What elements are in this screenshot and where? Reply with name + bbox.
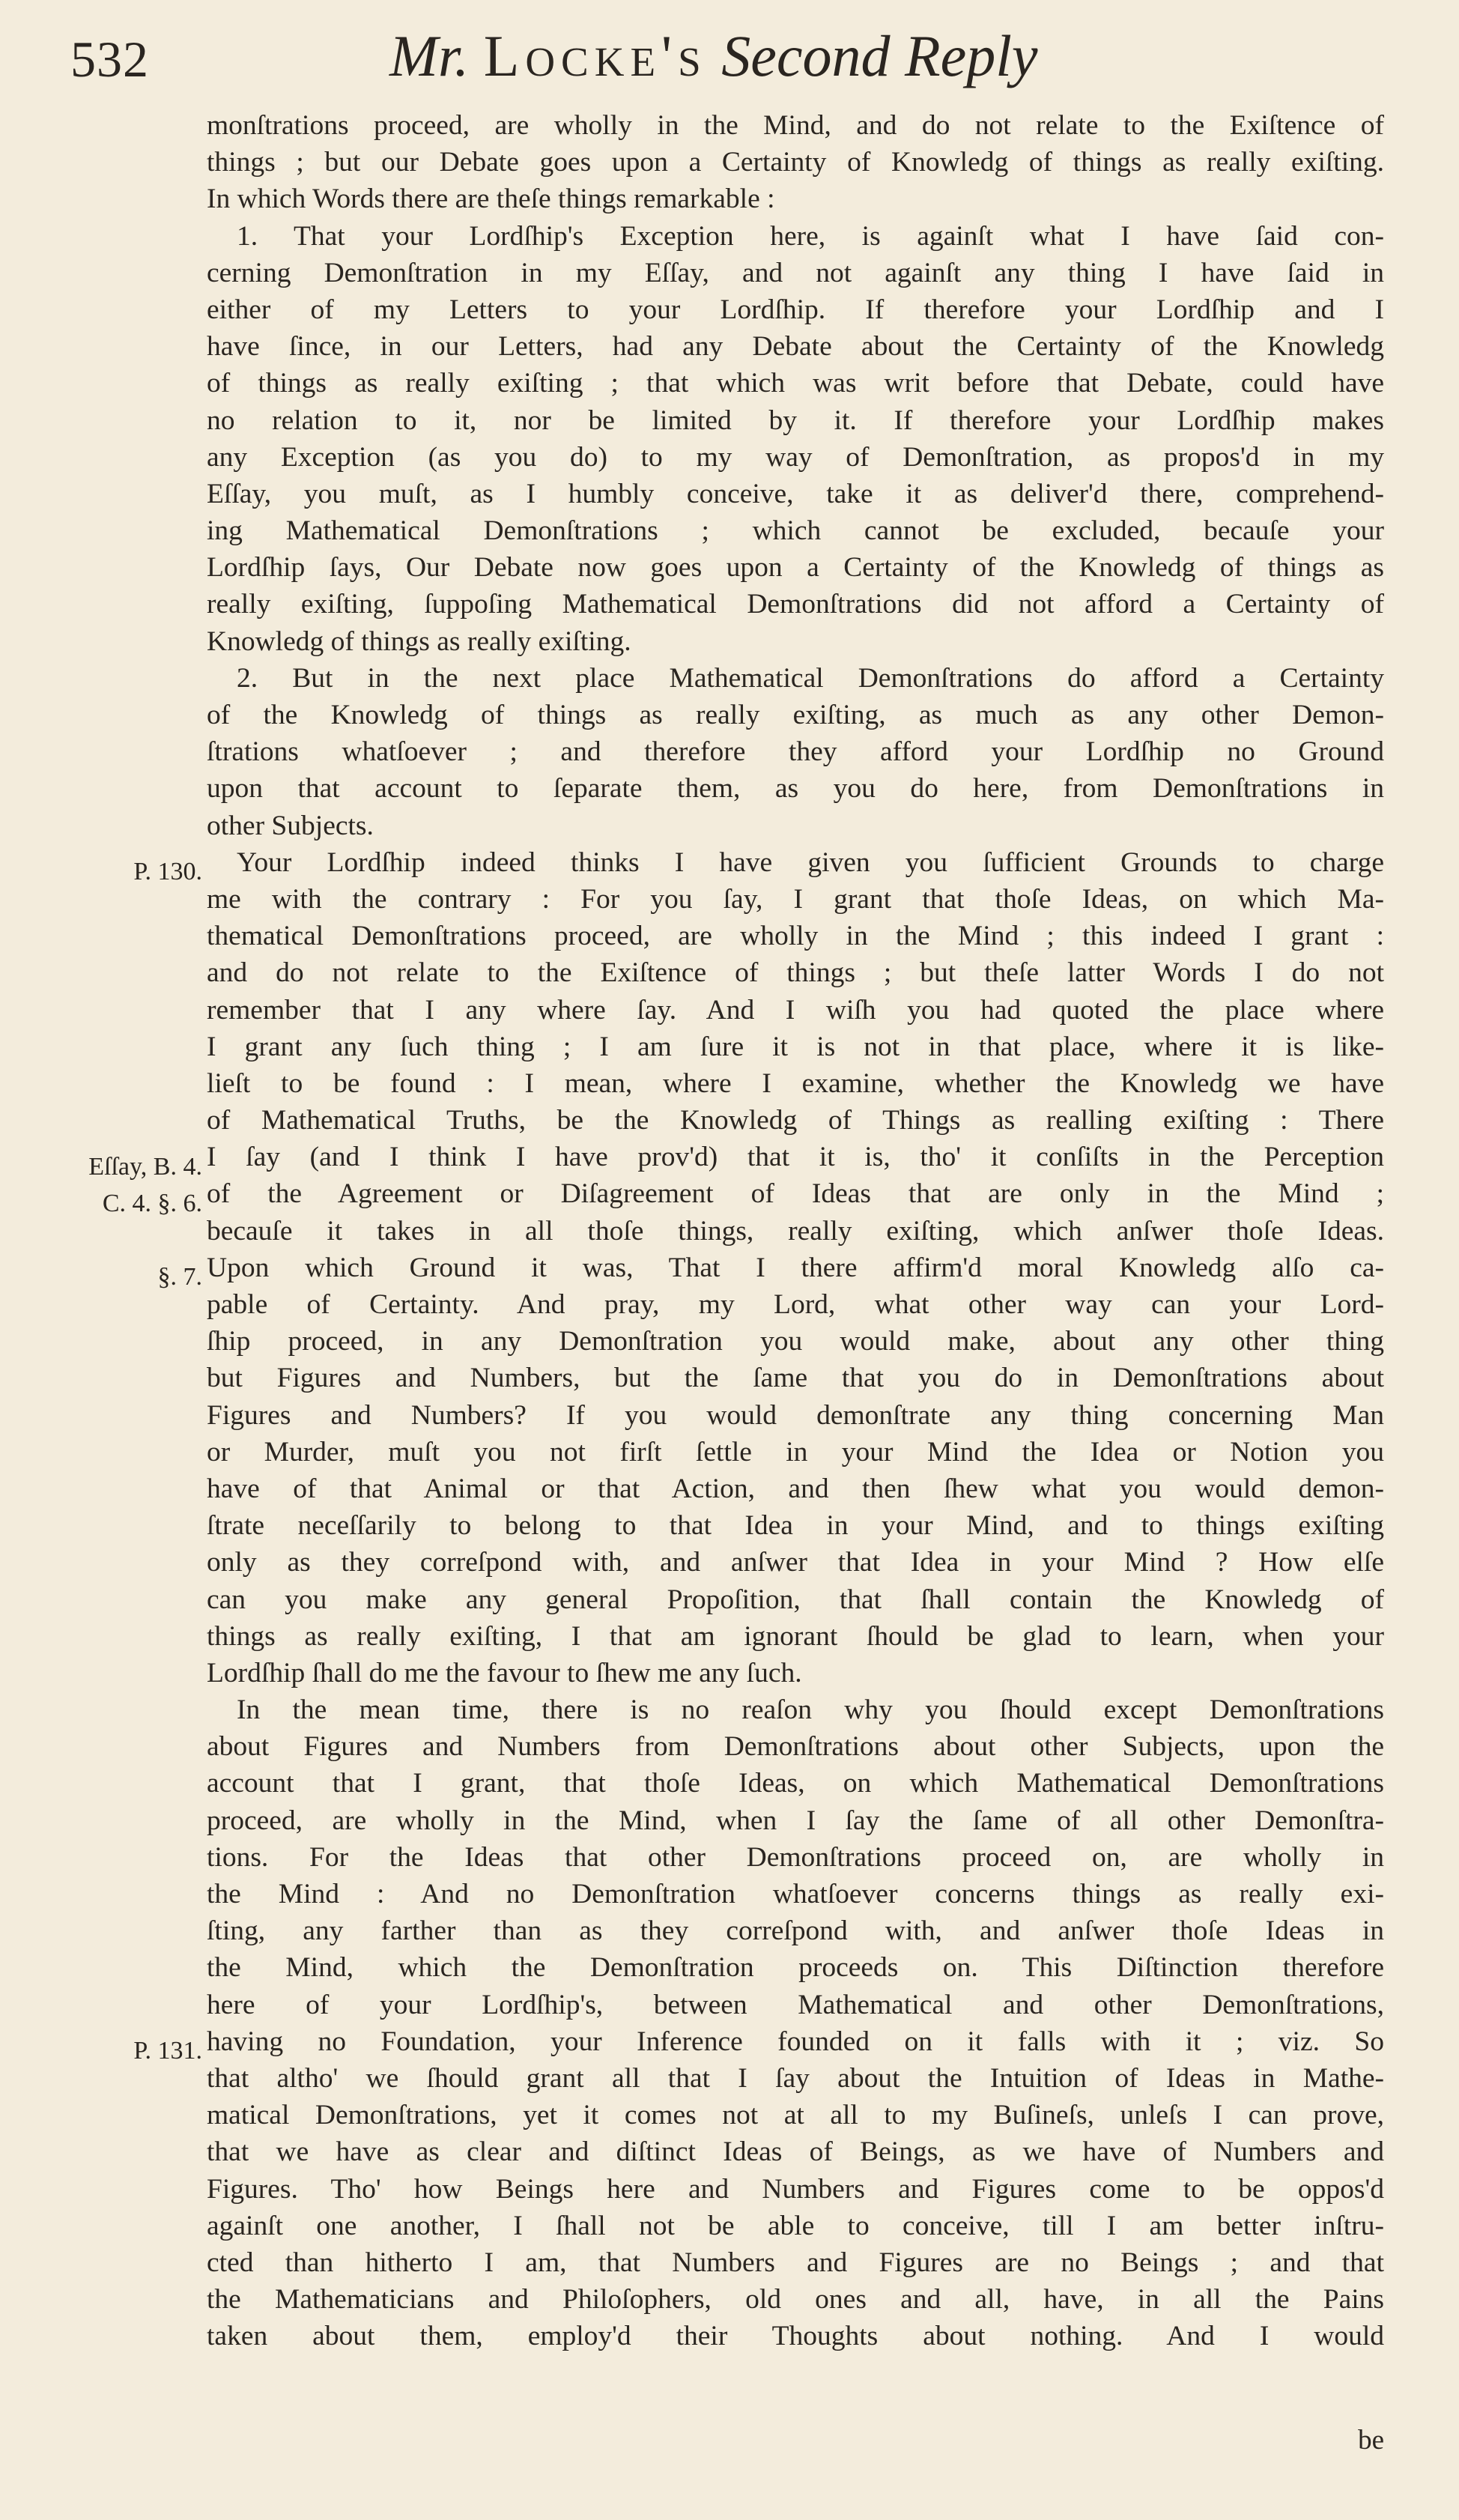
- text-line: ing Mathematical Demonſtrations ; which cannot be excluded, becauſe your: [207, 515, 1384, 547]
- text-line: Figures. Tho' how Beings here and Numbers and Figures come to be oppos'd: [207, 2173, 1384, 2205]
- text-line: 2. But in the next place Mathematical Demonſtrations do afford a Certainty: [237, 662, 1384, 694]
- running-head-suffix: Second Reply: [721, 23, 1038, 88]
- text-line: 1. That your Lordſhip's Exception here, is againſt what I have ſaid con-: [237, 220, 1384, 252]
- page-number: 532: [70, 31, 149, 88]
- text-line: the Mind : And no Demonſtration whatſoever concerns things as really exi-: [207, 1879, 1384, 1909]
- text-line: Figures and Numbers? If you would demonſtrate any thing concerning Man: [207, 1399, 1384, 1431]
- text-line: Lordſhip ſhall do me the favour to ſhew me any ſuch.: [207, 1657, 802, 1688]
- text-line: but Figures and Numbers, but the ſame that you do in Demonſtrations about: [207, 1363, 1384, 1394]
- text-line: of things as really exiſting ; that which was writ before that Debate, could have: [207, 368, 1384, 399]
- text-line: I grant any ſuch thing ; I am ſure it is not in that place, where it is like-: [207, 1031, 1384, 1062]
- text-line: Your Lordſhip indeed thinks I have given you ſufficient Grounds to charge: [237, 846, 1384, 878]
- text-line: having no Foundation, your Inference founded on it falls with it ; viz. So: [207, 2026, 1384, 2057]
- text-line: and do not relate to the Exiſtence of things ; but theſe latter Words I do not: [207, 957, 1384, 989]
- margin-note-p131: P. 131.: [133, 2037, 202, 2065]
- text-line: of Mathematical Truths, be the Knowledg of Things as realling exiſting : There: [207, 1105, 1384, 1136]
- text-line: proceed, are wholly in the Mind, when I ſay the ſame of all other Demonſtra-: [207, 1805, 1384, 1836]
- text-line: Lordſhip ſays, Our Debate now goes upon a Certainty of the Knowledg of things as: [207, 552, 1384, 584]
- text-line: In which Words there are theſe things remarkable :: [207, 184, 775, 215]
- text-line: lieſt to be found : I mean, where I examine, whether the Knowledg we have: [207, 1067, 1384, 1099]
- running-head-name: Locke's: [483, 23, 707, 88]
- text-line: ſtrations whatſoever ; and therefore they afford your Lordſhip no Ground: [207, 736, 1384, 768]
- text-line: that altho' we ſhould grant all that I ſay about the Intuition of Ideas in Mathe-: [207, 2062, 1384, 2094]
- text-line: I ſay (and I think I have prov'd) that it is, tho' it conſiſts in the Perception: [207, 1142, 1384, 1173]
- margin-note-p130: P. 130.: [133, 858, 202, 885]
- text-line: remember that I any where ſay. And I wiſh you had quoted the place where: [207, 994, 1384, 1026]
- text-line: no relation to it, nor be limited by it. If therefore your Lordſhip makes: [207, 405, 1384, 436]
- text-line: cted than hitherto I am, that Numbers and Figures are no Beings ; and that: [207, 2247, 1384, 2278]
- text-line: matical Demonſtrations, yet it comes not at all to my Buſineſs, unleſs I can prove,: [207, 2100, 1384, 2131]
- margin-note-s7: §. 7.: [157, 1263, 202, 1291]
- text-line: ſting, any farther than as they correſpond with, and anſwer thoſe Ideas in: [207, 1915, 1384, 1947]
- text-line: have ſince, in our Letters, had any Debate about the Certainty of the Knowledg: [207, 331, 1384, 363]
- margin-note-c4-s6: C. 4. §. 6.: [102, 1190, 202, 1217]
- body-text: [207, 107, 1384, 2354]
- text-line: the Mathematicians and Philoſophers, old ones and all, have, in all the Pains: [207, 2284, 1384, 2315]
- text-line: of the Knowledg of things as really exiſting, as much as any other Demon-: [207, 700, 1384, 730]
- text-line: upon that account to ſeparate them, as you do here, from Demonſtrations in: [207, 773, 1384, 805]
- text-line: about Figures and Numbers from Demonſtrations about other Subjects, upon the: [207, 1731, 1384, 1763]
- text-line: have of that Animal or that Action, and then ſhew what you would demon-: [207, 1473, 1384, 1504]
- text-line: monſtrations proceed, are wholly in the Mind, and do not relate to the Exiſtence of: [207, 110, 1384, 141]
- text-line: becauſe it takes in all thoſe things, really exiſting, which anſwer thoſe Ideas.: [207, 1215, 1384, 1247]
- text-line: or Murder, muſt you not firſt ſettle in your Mind the Idea or Notion you: [207, 1436, 1384, 1468]
- text-line: thematical Demonſtrations proceed, are wholly in the Mind ; this indeed I grant :: [207, 921, 1384, 952]
- text-line: any Exception (as you do) to my way of Demonſtration, as propos'd in my: [207, 441, 1384, 473]
- text-line: of the Agreement or Diſagreement of Ideas that are only in the Mind ;: [207, 1178, 1384, 1210]
- running-head: [389, 22, 1138, 90]
- text-line: pable of Certainty. And pray, my Lord, what other way can your Lord-: [207, 1289, 1384, 1320]
- text-line: In the mean time, there is no reaſon why you ſhould except Demonſtrations: [237, 1694, 1384, 1726]
- text-line: Upon which Ground it was, That I there affirm'd moral Knowledg alſo ca-: [207, 1252, 1384, 1283]
- text-line: really exiſting, ſuppoſing Mathematical Demonſtrations did not afford a Certainty of: [207, 589, 1384, 620]
- text-line: only as they correſpond with, and anſwer that Idea in your Mind ? How elſe: [207, 1547, 1384, 1578]
- text-line: account that I grant, that thoſe Ideas, on which Mathematical Demonſtrations: [207, 1768, 1384, 1799]
- text-line: taken about them, employ'd their Thoughts about nothing. And I would: [207, 2321, 1384, 2352]
- text-line: can you make any general Propoſition, that ſhall contain the Knowledg of: [207, 1584, 1384, 1615]
- text-line: here of your Lordſhip's, between Mathematical and other Demonſtrations,: [207, 1989, 1384, 2020]
- text-line: either of my Letters to your Lordſhip. If therefore your Lordſhip and I: [207, 294, 1384, 325]
- text-line: Eſſay, you muſt, as I humbly conceive, take it as deliver'd there, comprehend-: [207, 478, 1384, 509]
- running-head-prefix: Mr.: [389, 23, 470, 88]
- text-line: other Subjects.: [207, 810, 374, 841]
- text-line: Knowledg of things as really exiſting.: [207, 626, 631, 657]
- text-line: ſhip proceed, in any Demonſtration you would make, about any other thing: [207, 1326, 1384, 1357]
- text-line: things ; but our Debate goes upon a Certainty of Knowledg of things as really exiſting.: [207, 147, 1384, 178]
- text-line: ſtrate neceſſarily to belong to that Idea in your Mind, and to things exiſting: [207, 1510, 1384, 1542]
- text-line: the Mind, which the Demonſtration proceeds on. This Diſtinction therefore: [207, 1952, 1384, 1984]
- text-line: things as really exiſting, I that am ignorant ſhould be glad to learn, when your: [207, 1620, 1384, 1652]
- catchword: be: [1358, 2425, 1384, 2456]
- text-line: me with the contrary : For you ſay, I grant that thoſe Ideas, on which Ma-: [207, 883, 1384, 915]
- text-line: againſt one another, I ſhall not be able to conceive, till I am better inſtru-: [207, 2210, 1384, 2241]
- text-line: that we have as clear and diſtinct Ideas of Beings, as we have of Numbers and: [207, 2136, 1384, 2168]
- margin-note-essay-b4: Eſſay, B. 4.: [88, 1153, 202, 1181]
- text-line: tions. For the Ideas that other Demonſtrations proceed on, are wholly in: [207, 1841, 1384, 1873]
- text-line: cerning Demonſtration in my Eſſay, and not againſt any thing I have ſaid in: [207, 257, 1384, 288]
